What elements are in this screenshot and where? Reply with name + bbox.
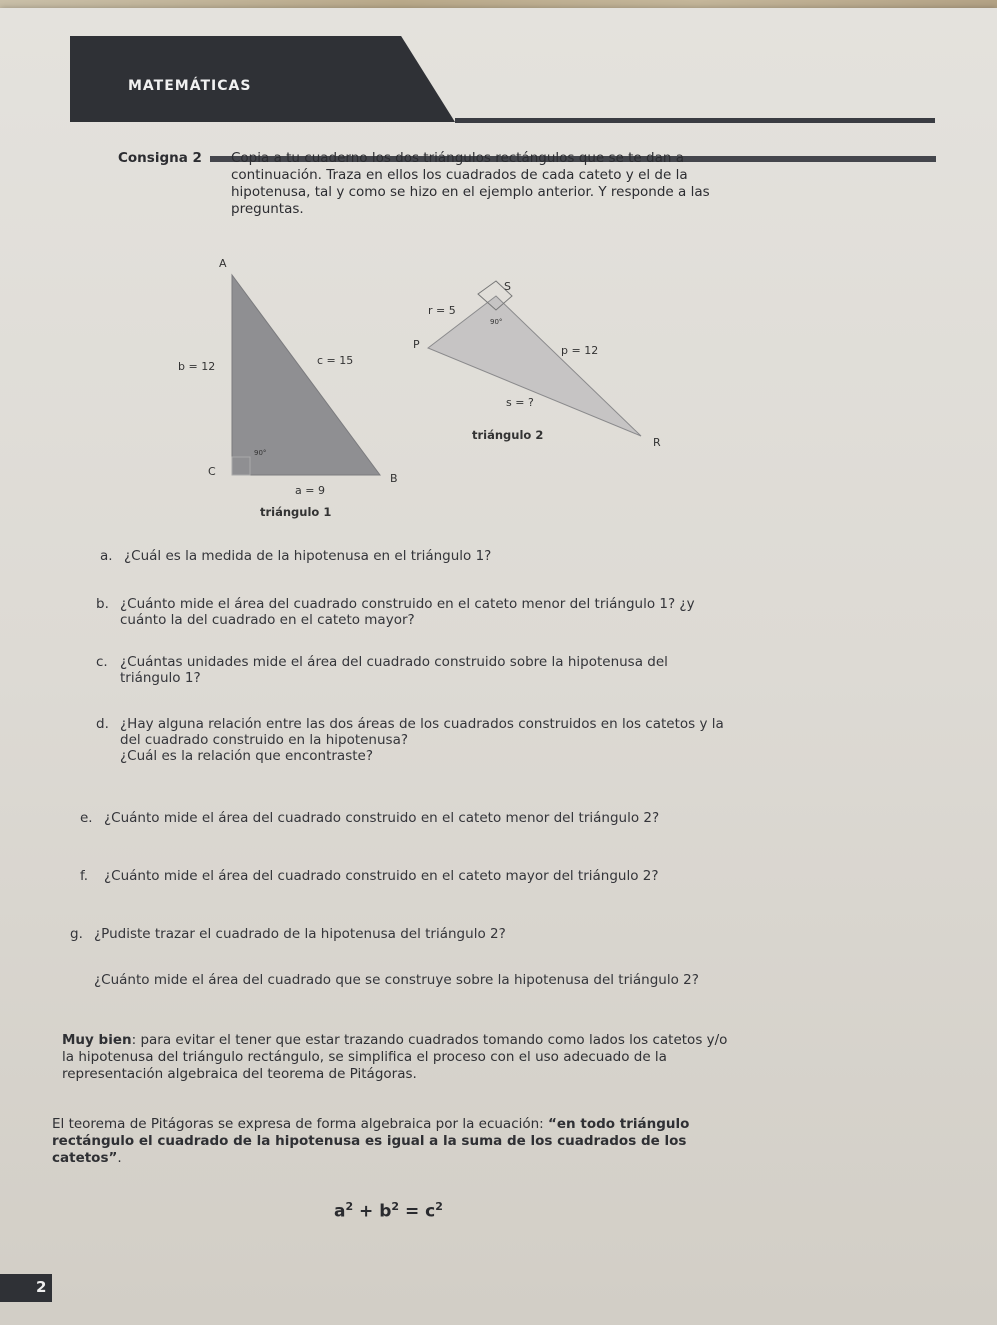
triangle-2-shape (428, 296, 641, 436)
triangles-diagram (150, 250, 670, 530)
triangle-1-shape (232, 275, 380, 475)
triangle-2-vertex-p: P (413, 338, 420, 351)
triangle-2-vertex-r: R (653, 436, 661, 449)
triangle-2-side-s: s = ? (506, 396, 534, 409)
teorema-statement: “en todo triángulo rectángulo el cuadrado de la hipotenusa es igual a la suma de los cuadrados de los catetos” (52, 1116, 690, 1166)
consigna-label: Consigna 2 (118, 150, 202, 166)
header-rule (455, 118, 935, 123)
triangle-1-vertex-b: B (390, 472, 398, 485)
section-title: MATEMÁTICAS (128, 78, 252, 94)
triangle-1-caption: triángulo 1 (260, 505, 332, 519)
triangle-2-vertex-s: S (504, 280, 511, 293)
triangle-1-side-c: c = 15 (317, 354, 354, 367)
page-number: 2 (36, 1278, 47, 1296)
triangle-1-side-a: a = 9 (295, 484, 325, 497)
pythagoras-formula: $a^2 + b^2 = c^2$ (334, 1200, 443, 1222)
triangle-2-angle-mark: 90° (490, 318, 503, 326)
triangle-1-angle-mark: 90° (254, 449, 267, 457)
teorema-intro: El teorema de Pitágoras se expresa de forma algebraica por la ecuación: (52, 1116, 549, 1132)
muy-bien-paragraph (62, 1032, 742, 1083)
teorema-paragraph: El teorema de Pitágoras se expresa de forma algebraica por la ecuación: “en todo triángulo rectángulo el cuadrado de la hipotenusa es igual a la suma de los cuadrados de los catetos”. (52, 1116, 690, 1166)
triangle-2-side-r: r = 5 (428, 304, 456, 317)
triangle-1-side-b: b = 12 (178, 360, 216, 373)
triangle-2-side-p: p = 12 (561, 344, 599, 357)
muy-bien-text: : para evitar el tener que estar trazando cuadrados tomando como lados los catetos y/o la hipotenusa del triángulo rectángulo, se simplifica el proceso con el uso adecuado de la representación algebraica del teorema de Pitágoras. (62, 1032, 728, 1082)
triangle-2-caption: triángulo 2 (472, 428, 544, 442)
question-g-followup: ¿Cuánto mide el área del cuadrado que se construye sobre la hipotenusa del triángulo 2? (94, 972, 699, 988)
triangle-1-vertex-c: C (208, 465, 216, 478)
consigna-text: Copia a tu cuaderno los dos triángulos rectángulos que se te dan a continuación. Traza en ellos los cuadrados de cada cateto y el de la hipotenusa, tal y como se hizo en el ejemplo anterior. Y responde a las preguntas. (231, 150, 710, 217)
question-d-followup: ¿Cuál es la relación que encontraste? (120, 748, 374, 764)
muy-bien-label: Muy bien (62, 1032, 132, 1048)
triangle-1-vertex-a: A (219, 257, 227, 270)
